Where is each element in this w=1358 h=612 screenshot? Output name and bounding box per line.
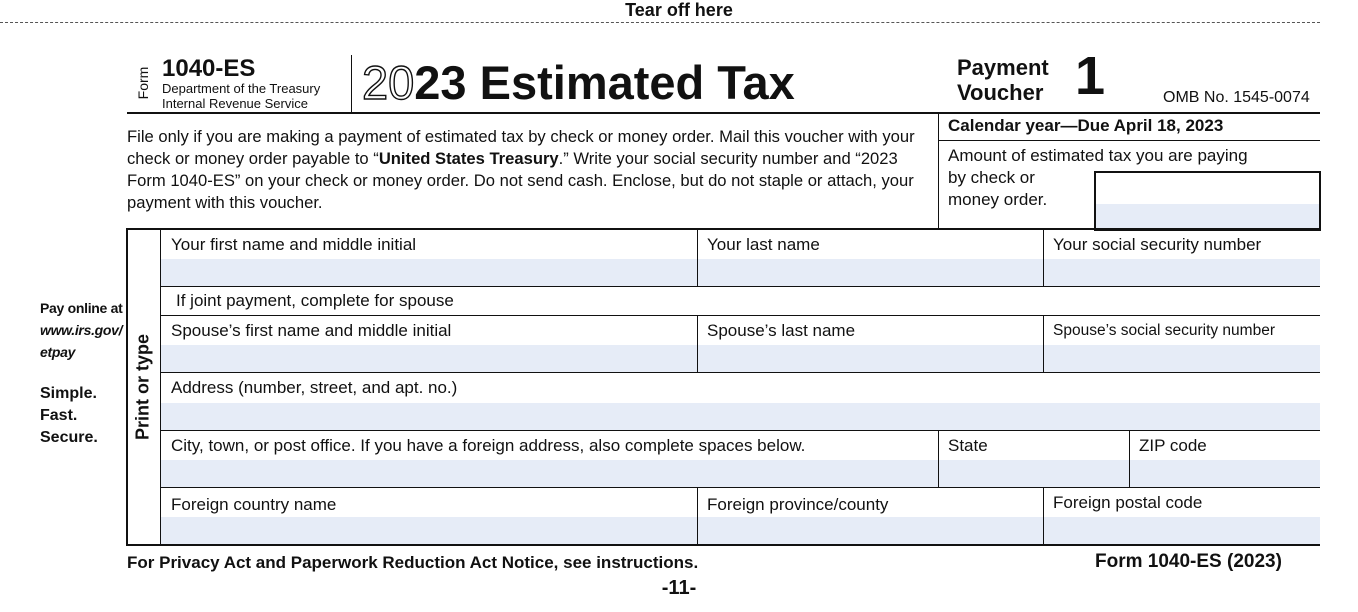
state-field[interactable] <box>938 430 1129 487</box>
fast-text: Fast. <box>40 407 78 424</box>
last-name-field[interactable] <box>697 229 1043 286</box>
foreign-postal-field[interactable] <box>1043 487 1320 544</box>
state-input[interactable] <box>944 460 1125 485</box>
spouse-last-name-input[interactable] <box>703 345 1039 370</box>
col-rule <box>938 430 939 487</box>
header-divider <box>351 55 352 113</box>
payment-label-line2: Voucher <box>957 80 1044 105</box>
form-title <box>362 56 795 110</box>
simple-fast-secure <box>40 383 98 449</box>
amount-label-line1: Amount of estimated tax you are paying <box>948 146 1248 165</box>
agency-name <box>162 81 320 111</box>
first-name-label: Your first name and middle initial <box>171 235 417 254</box>
amount-label-line3: money order. <box>948 190 1048 209</box>
city-input[interactable] <box>167 460 934 485</box>
header-rule <box>127 112 1320 114</box>
zip-input[interactable] <box>1135 460 1316 485</box>
zip-field[interactable] <box>1129 430 1320 487</box>
spouse-ssn-label: Spouse’s social security number <box>1053 322 1275 339</box>
address-input[interactable] <box>167 403 1316 428</box>
agency-line-2: Internal Revenue Service <box>162 96 308 111</box>
title-text: Estimated Tax <box>479 56 795 109</box>
form-number: 1040-ES <box>162 55 256 82</box>
row-rule <box>161 286 1320 287</box>
agency-line-1: Department of the Treasury <box>162 81 321 96</box>
city-label: City, town, or post office. If you have a foreign address, also complete spaces below. <box>171 436 806 455</box>
col-rule <box>1043 229 1044 286</box>
ssn-label: Your social security number <box>1053 235 1262 254</box>
address-field[interactable] <box>161 372 1320 430</box>
zip-label: ZIP code <box>1139 436 1207 455</box>
spouse-ssn-field[interactable] <box>1043 315 1320 372</box>
pay-online-url[interactable]: www.irs.gov/ <box>40 322 123 338</box>
ssn-input[interactable] <box>1049 259 1316 284</box>
spouse-last-name-field[interactable] <box>697 315 1043 372</box>
amount-input[interactable] <box>1100 203 1315 227</box>
last-name-label: Your last name <box>707 235 820 254</box>
state-label: State <box>948 436 988 455</box>
page-number: -11- <box>661 577 697 599</box>
amount-label-line2: by check or <box>948 168 1035 187</box>
pay-online-url-suffix[interactable]: etpay <box>40 344 76 360</box>
joint-payment-note: If joint payment, complete for spouse <box>176 291 454 310</box>
omb-number: OMB No. 1545-0074 <box>1163 89 1310 106</box>
mailing-instructions <box>127 126 927 214</box>
last-name-input[interactable] <box>703 259 1039 284</box>
spouse-first-name-label: Spouse’s first name and middle initial <box>171 321 452 340</box>
city-field[interactable] <box>161 430 938 487</box>
col-rule <box>697 487 698 544</box>
foreign-country-label: Foreign country name <box>171 495 337 514</box>
pay-online-line1: Pay online at <box>40 300 123 316</box>
calendar-due-date: Calendar year—Due April 18, 2023 <box>948 116 1224 135</box>
first-name-input[interactable] <box>167 259 693 284</box>
ssn-field[interactable] <box>1043 229 1320 286</box>
tear-off-dashed-line <box>0 22 1320 23</box>
col-rule <box>1043 487 1044 544</box>
foreign-country-field[interactable] <box>161 487 697 544</box>
col-rule <box>697 229 698 286</box>
address-label: Address (number, street, and apt. no.) <box>171 378 458 397</box>
grid-bottom-rule <box>126 544 1320 546</box>
instructions-text-1: File only if you are making a payment of estimated tax by check or money order. Mail this voucher with your check or money order payable to “ <box>127 127 915 168</box>
first-name-field[interactable] <box>161 229 697 286</box>
pay-online-note <box>40 297 122 363</box>
foreign-province-label: Foreign province/county <box>707 495 889 514</box>
col-rule <box>1043 315 1044 372</box>
due-date-rule <box>939 140 1320 141</box>
spouse-last-name-label: Spouse’s last name <box>707 321 856 340</box>
title-year-bold: 23 <box>414 56 467 109</box>
print-or-type-label: Print or type <box>132 333 153 441</box>
instructions-divider <box>938 113 939 228</box>
simple-text: Simple. <box>40 385 97 402</box>
foreign-postal-input[interactable] <box>1049 517 1316 542</box>
amount-box <box>1094 171 1321 231</box>
spouse-ssn-input[interactable] <box>1049 345 1316 370</box>
voucher-number: 1 <box>1075 46 1106 106</box>
payment-voucher-label <box>957 55 1049 105</box>
foreign-province-field[interactable] <box>697 487 1043 544</box>
payment-label-line1: Payment <box>957 55 1049 80</box>
foreign-postal-label: Foreign postal code <box>1053 493 1203 512</box>
col-rule <box>1129 430 1130 487</box>
form-word-vertical: Form <box>135 66 151 100</box>
title-year-outline: 20 <box>362 56 415 109</box>
instructions-text-2: .” Write your social security number and “2023 Form 1040-ES” on your check or money order. Do not send cash. Enclose, but do not staple or attach, your payment with this voucher. <box>127 149 914 212</box>
secure-text: Secure. <box>40 429 98 446</box>
foreign-country-input[interactable] <box>167 517 693 542</box>
payee-name: United States Treasury <box>378 149 559 168</box>
foreign-province-input[interactable] <box>703 517 1039 542</box>
col-rule <box>697 315 698 372</box>
tear-off-label: Tear off here <box>625 0 733 20</box>
spouse-first-name-field[interactable] <box>161 315 697 372</box>
form-identifier: Form 1040-ES (2023) <box>1095 551 1282 572</box>
spouse-first-name-input[interactable] <box>167 345 693 370</box>
privacy-notice: For Privacy Act and Paperwork Reduction Act Notice, see instructions. <box>127 553 699 572</box>
